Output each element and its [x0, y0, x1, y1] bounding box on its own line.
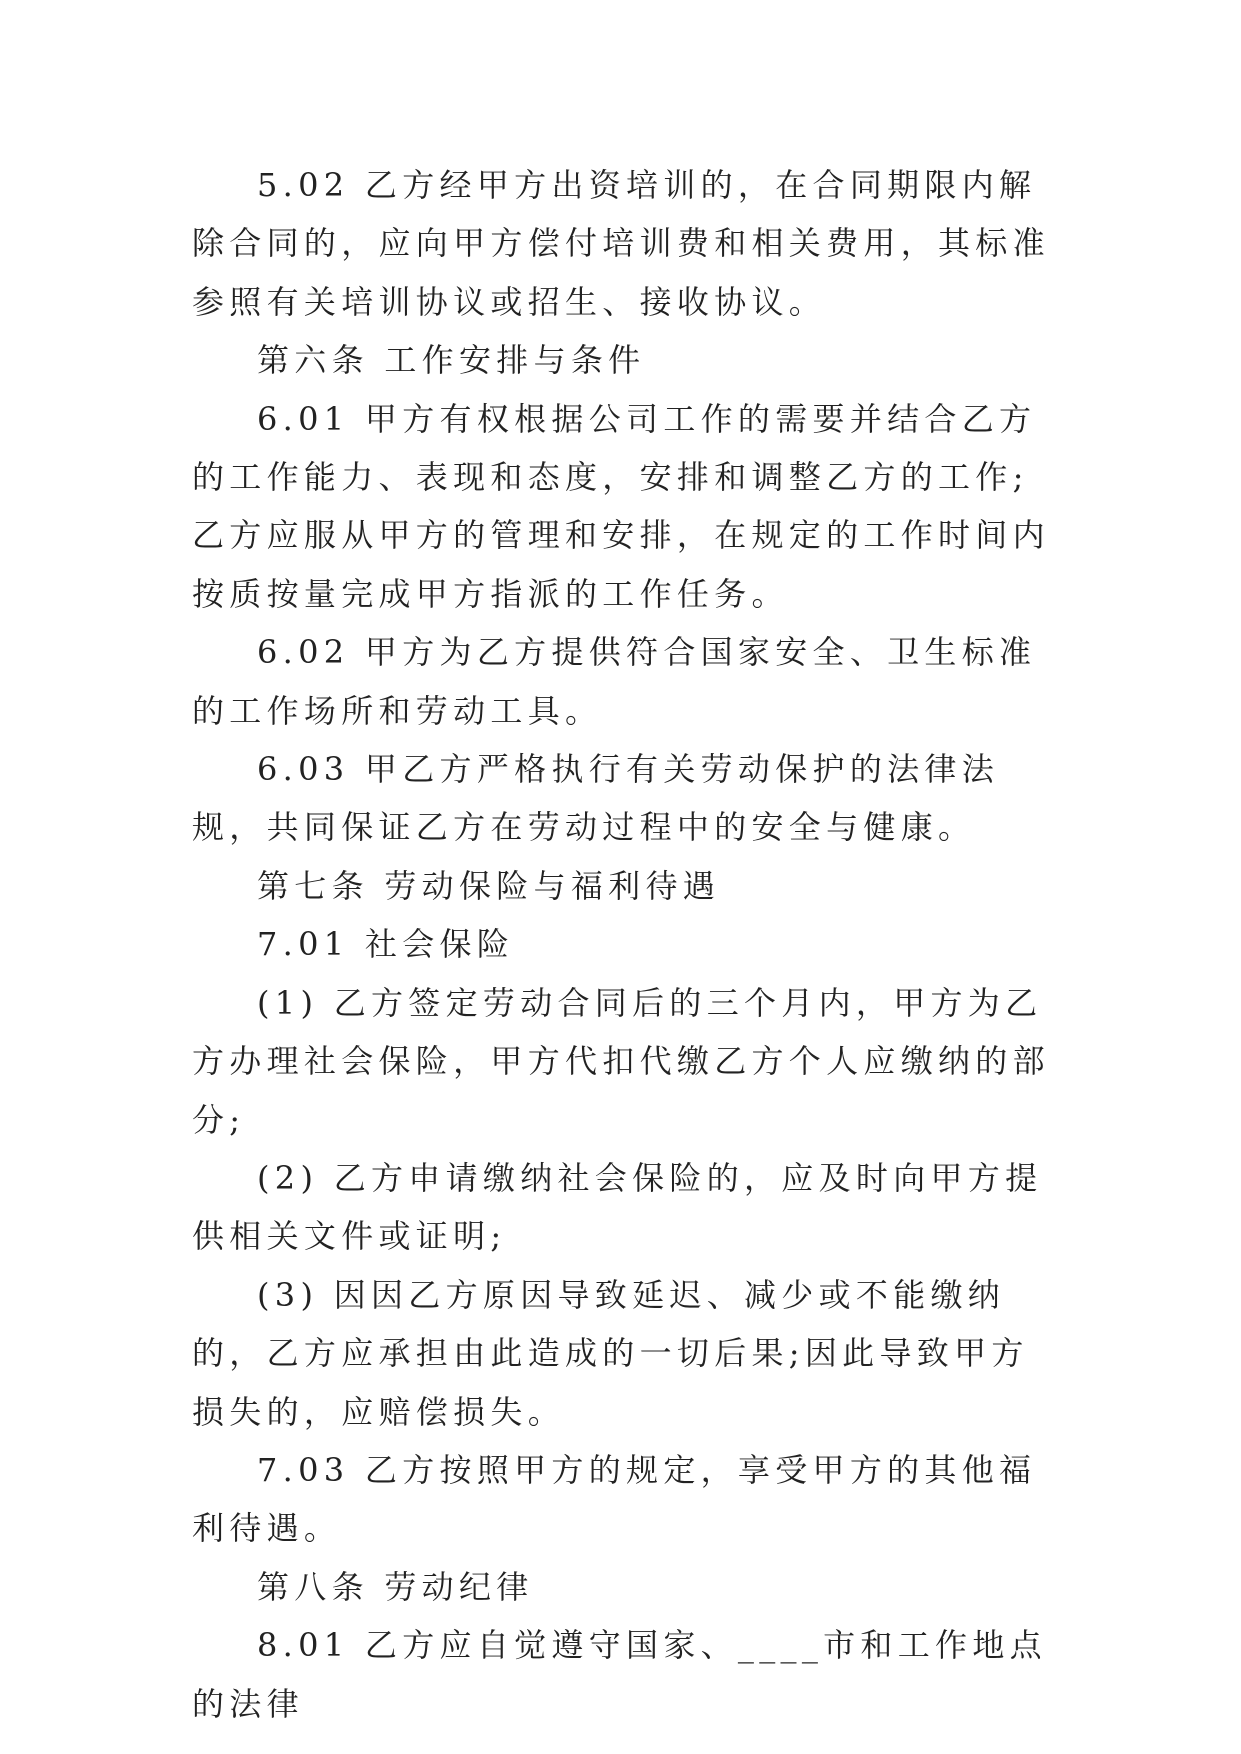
clause-6-01: 6.01 甲方有权根据公司工作的需要并结合乙方的工作能力、表现和态度，安排和调整乙方的工作;乙方应服从甲方的管理和安排，在规定的工作时间内按质按量完成甲方指派的工作任务。	[192, 399, 1050, 613]
clause-6-03: 6.03 甲乙方严格执行有关劳动保护的法律法规，共同保证乙方在劳动过程中的安全与健康。	[192, 750, 1000, 847]
article-7-heading: 第七条 劳动保险与福利待遇	[257, 866, 721, 905]
clause-7-01-item-2: (2) 乙方申请缴纳社会保险的，应及时向甲方提供相关文件或证明;	[192, 1158, 1043, 1256]
clause-7-01: 7.01 社会保险	[257, 925, 515, 964]
clause-7-01-item-3: (3) 因因乙方原因导致延迟、减少或不能缴纳的，乙方应承担由此造成的一切后果;因此导致甲方损失的，应赔偿损失。	[192, 1275, 1029, 1431]
clause-8-01: 8.01 乙方应自觉遵守国家、____市和工作地点的法律	[192, 1626, 1047, 1723]
clause-7-03: 7.03 乙方按照甲方的规定，享受甲方的其他福利待遇。	[192, 1450, 1037, 1548]
clause-5-02: 5.02 乙方经甲方出资培训的，在合同期限内解除合同的，应向甲方偿付培训费和相关费用，其标准参照有关培训协议或招生、接收协议。	[192, 166, 1050, 321]
document-body	[192, 156, 1054, 1733]
clause-6-02: 6.02 甲方为乙方提供符合国家安全、卫生标准的工作场所和劳动工具。	[192, 633, 1037, 730]
clause-7-01-item-1: (1) 乙方签定劳动合同后的三个月内，甲方为乙方办理社会保险，甲方代扣代缴乙方个人应缴纳的部分;	[192, 983, 1050, 1139]
article-8-heading: 第八条 劳动纪律	[257, 1567, 534, 1606]
article-6-heading: 第六条 工作安排与条件	[257, 341, 646, 380]
